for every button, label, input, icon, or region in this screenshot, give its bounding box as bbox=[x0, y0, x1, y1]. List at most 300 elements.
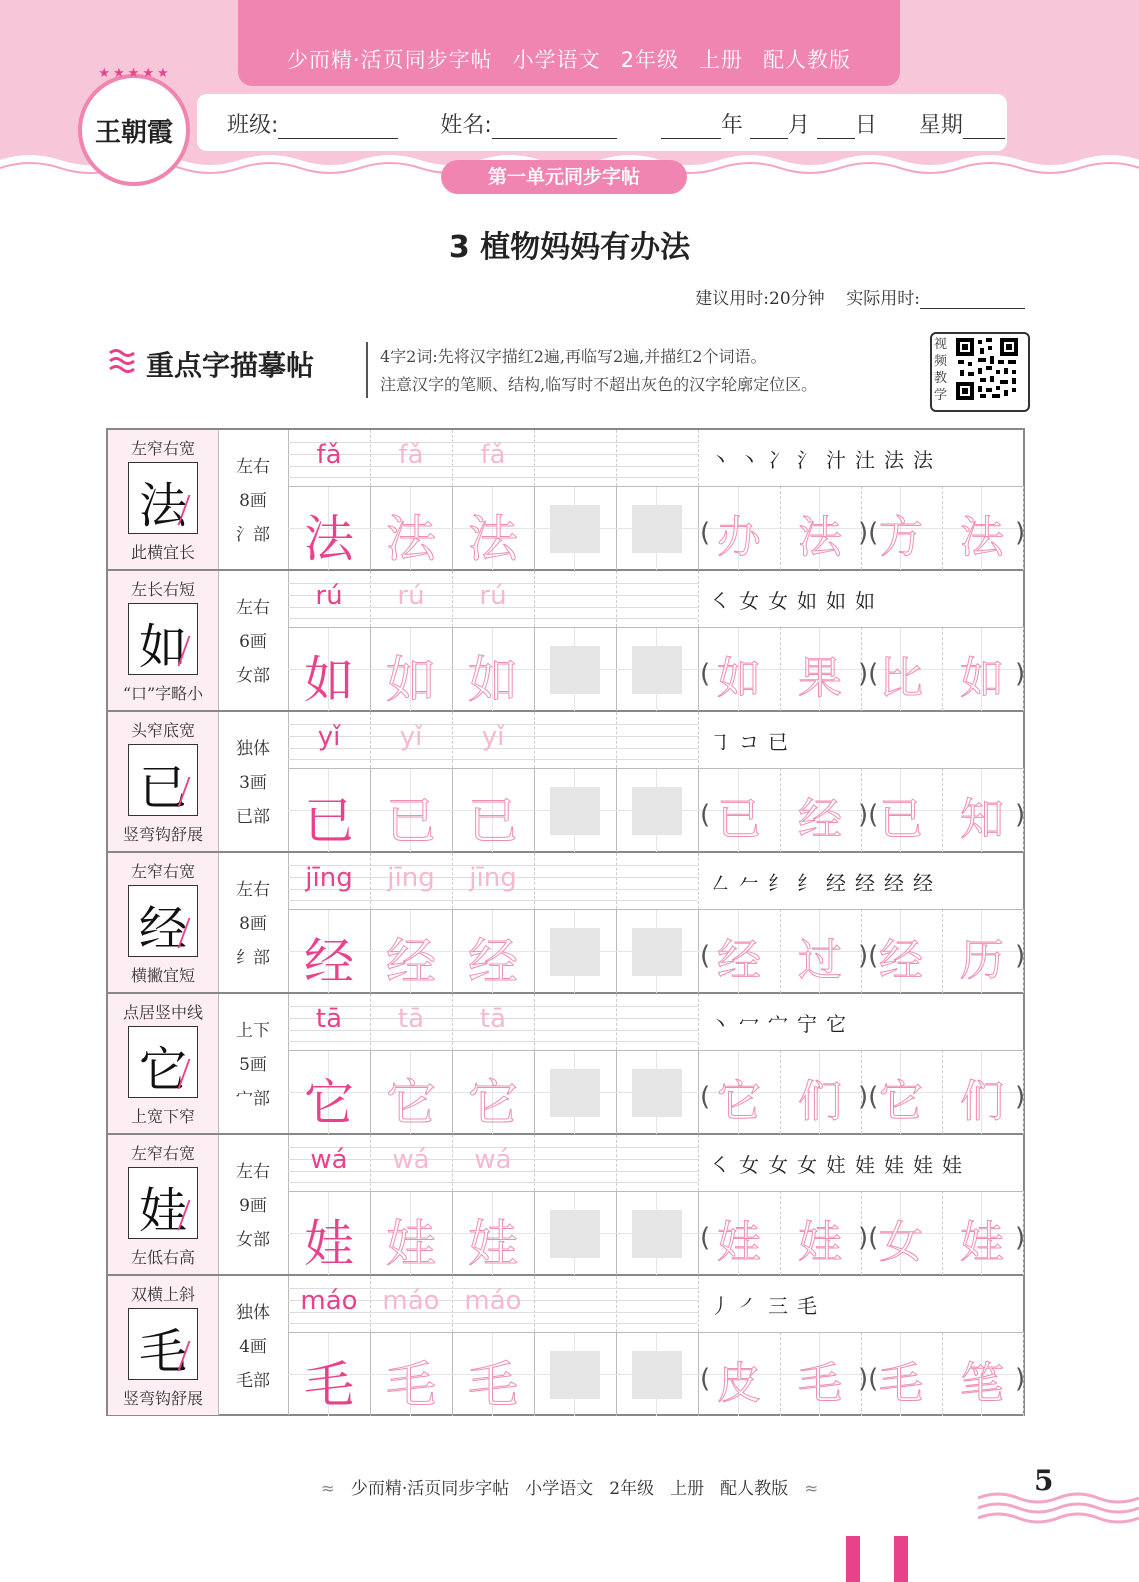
pinyin-text: jīng bbox=[305, 863, 353, 893]
word-cell[interactable] bbox=[779, 486, 862, 570]
trace-character[interactable]: 已 bbox=[386, 792, 436, 850]
trace-character[interactable]: 如 bbox=[386, 651, 436, 709]
actual-time-field[interactable] bbox=[920, 290, 1025, 309]
footer-tab-bar bbox=[894, 1536, 908, 1582]
word-cell[interactable] bbox=[779, 1191, 862, 1275]
pinyin-cell[interactable] bbox=[452, 430, 535, 486]
stroke-count: 4画 bbox=[239, 1337, 267, 1357]
word-character: 过 bbox=[798, 935, 842, 986]
pinyin-cell[interactable] bbox=[616, 853, 699, 909]
paren-open: ( bbox=[700, 659, 711, 689]
trace-character[interactable]: 已 bbox=[468, 792, 518, 850]
trace-character[interactable]: 法 bbox=[468, 510, 518, 568]
tip-cell bbox=[108, 853, 219, 992]
pinyin-text: tā bbox=[479, 1004, 507, 1034]
copy-zone[interactable] bbox=[632, 646, 682, 694]
paren-open: ( bbox=[700, 1082, 711, 1112]
word-cell[interactable] bbox=[698, 1332, 781, 1416]
structure-tip: 双横上斜 bbox=[130, 1285, 195, 1304]
practice-row bbox=[108, 1135, 1026, 1276]
pinyin-cell[interactable] bbox=[534, 853, 617, 909]
stroke-step: 娃 bbox=[884, 1153, 904, 1177]
pinyin-cell[interactable] bbox=[534, 712, 617, 768]
hanzi-cell bbox=[288, 627, 371, 711]
pinyin-text: rú bbox=[479, 581, 507, 611]
stroke-step: 丶 bbox=[710, 1012, 730, 1036]
trace-character[interactable]: 娃 bbox=[468, 1215, 518, 1273]
pinyin-cell bbox=[288, 712, 371, 768]
tip-cell bbox=[108, 712, 219, 851]
stroke-step: 女 bbox=[739, 589, 759, 613]
copy-zone[interactable] bbox=[632, 1069, 682, 1117]
footer-tab-bar bbox=[846, 1536, 860, 1582]
stroke-step: 冫 bbox=[768, 448, 788, 472]
radical: 毛部 bbox=[236, 1371, 270, 1391]
word-character: 笔 bbox=[960, 1358, 1004, 1409]
stroke-step: コ bbox=[739, 730, 759, 754]
radical: 氵部 bbox=[236, 525, 270, 545]
writing-tip: 左低右高 bbox=[130, 1248, 195, 1267]
paren-close: )( bbox=[858, 518, 879, 548]
year-field[interactable] bbox=[661, 116, 721, 139]
pinyin-cell[interactable] bbox=[534, 571, 617, 627]
stroke-step: ㇆ bbox=[710, 730, 730, 754]
hanzi-cell[interactable] bbox=[534, 1050, 617, 1134]
pinyin-text: tā bbox=[397, 1004, 425, 1034]
stroke-step: 纟 bbox=[768, 871, 788, 895]
writing-tip: 横撇宜短 bbox=[130, 966, 195, 985]
hanzi-cell[interactable] bbox=[534, 1191, 617, 1275]
pinyin-cell bbox=[288, 1135, 371, 1191]
practice-row bbox=[108, 1276, 1026, 1417]
day-field[interactable] bbox=[817, 116, 855, 139]
tip-cell bbox=[108, 1276, 219, 1415]
structure-tip: 左长右短 bbox=[130, 580, 195, 599]
pinyin-cell[interactable] bbox=[616, 1135, 699, 1191]
pinyin-text: máo bbox=[300, 1286, 358, 1316]
hanzi-cell[interactable] bbox=[534, 486, 617, 570]
sample-character-box bbox=[128, 1026, 198, 1098]
hanzi-cell[interactable] bbox=[452, 768, 535, 852]
word-cell[interactable] bbox=[698, 627, 781, 711]
paren-close: ) bbox=[1015, 1364, 1026, 1394]
pinyin-text: yǐ bbox=[399, 722, 423, 752]
stroke-count: 9画 bbox=[239, 1196, 267, 1216]
hanzi-cell[interactable] bbox=[616, 1191, 699, 1275]
trace-character[interactable]: 毛 bbox=[386, 1356, 436, 1414]
word-cell[interactable] bbox=[941, 1191, 1024, 1275]
paren-close: )( bbox=[858, 1364, 879, 1394]
stroke-step: 毛 bbox=[797, 1294, 817, 1318]
hanzi-cell[interactable] bbox=[616, 1332, 699, 1416]
pinyin-cell[interactable] bbox=[370, 712, 453, 768]
stroke-step: ㇒ bbox=[739, 1294, 759, 1318]
practice-row bbox=[108, 994, 1026, 1135]
pinyin-text: jīng bbox=[387, 863, 435, 893]
logo-text: 王朝霞 bbox=[94, 118, 173, 148]
word-cell[interactable] bbox=[941, 1332, 1024, 1416]
section-title: 重点字描摹帖 bbox=[146, 349, 315, 382]
pinyin-text: yǐ bbox=[481, 722, 505, 752]
word-character: 经 bbox=[717, 935, 761, 986]
section-divider bbox=[366, 342, 368, 398]
pinyin-cell[interactable] bbox=[616, 1276, 699, 1332]
copy-zone[interactable] bbox=[632, 1351, 682, 1399]
footer-series: ≈ 少而精·活页同步字帖 小学语文 2年级 上册 配人教版 ≈ bbox=[320, 1479, 819, 1499]
word-cell[interactable] bbox=[941, 909, 1024, 993]
stroke-step: 如 bbox=[855, 589, 875, 613]
pinyin-cell[interactable] bbox=[370, 1135, 453, 1191]
hanzi-cell[interactable] bbox=[370, 1050, 453, 1134]
stroke-step: 纟 bbox=[797, 871, 817, 895]
sample-character-box bbox=[128, 1308, 198, 1380]
hanzi-cell[interactable] bbox=[616, 909, 699, 993]
word-cell[interactable] bbox=[779, 768, 862, 852]
copy-zone[interactable] bbox=[550, 1069, 600, 1117]
word-cell[interactable] bbox=[698, 768, 781, 852]
hanzi-cell[interactable] bbox=[452, 627, 535, 711]
trace-character[interactable]: 经 bbox=[386, 933, 436, 991]
hanzi-cell[interactable] bbox=[370, 768, 453, 852]
stroke-step: 妵 bbox=[826, 1153, 846, 1177]
copy-zone[interactable] bbox=[550, 1210, 600, 1258]
model-character: 经 bbox=[304, 933, 354, 991]
copy-zone[interactable] bbox=[632, 928, 682, 976]
logo-stars: ★★★★★ bbox=[98, 66, 172, 81]
copy-zone[interactable] bbox=[550, 1351, 600, 1399]
stroke-step: 汁 bbox=[826, 448, 846, 472]
class-field[interactable] bbox=[278, 116, 398, 139]
stroke-step: 丶 bbox=[739, 448, 759, 472]
paren-close: ) bbox=[1015, 518, 1026, 548]
hanzi-cell bbox=[288, 768, 371, 852]
copy-zone[interactable] bbox=[550, 646, 600, 694]
copy-zone[interactable] bbox=[632, 505, 682, 553]
word-cell[interactable] bbox=[698, 909, 781, 993]
word-character: 们 bbox=[798, 1076, 842, 1127]
hanzi-cell[interactable] bbox=[616, 1050, 699, 1134]
lesson-title: 3 植物妈妈有办法 bbox=[448, 230, 691, 265]
hanzi-cell bbox=[288, 909, 371, 993]
pinyin-cell[interactable] bbox=[370, 994, 453, 1050]
pinyin-cell[interactable] bbox=[452, 571, 535, 627]
pinyin-text: fǎ bbox=[398, 440, 424, 470]
stroke-step: 经 bbox=[884, 871, 904, 895]
model-character: 它 bbox=[304, 1074, 354, 1132]
qr-code-icon[interactable] bbox=[954, 336, 1020, 402]
qr-label: 视频教学 bbox=[934, 337, 948, 403]
paren-close: )( bbox=[858, 1223, 879, 1253]
trace-character[interactable]: 它 bbox=[468, 1074, 518, 1132]
paren-open: ( bbox=[700, 941, 711, 971]
word-cell[interactable] bbox=[779, 627, 862, 711]
model-character: 法 bbox=[304, 510, 354, 568]
practice-row bbox=[108, 712, 1026, 853]
word-cell[interactable] bbox=[779, 1050, 862, 1134]
sample-character: 它 bbox=[138, 1042, 187, 1098]
hanzi-cell[interactable] bbox=[370, 627, 453, 711]
word-character: 女 bbox=[879, 1217, 923, 1268]
stroke-step: 女 bbox=[739, 1153, 759, 1177]
writing-tip: 上宽下窄 bbox=[130, 1107, 195, 1126]
word-character: 如 bbox=[717, 653, 761, 704]
stroke-order bbox=[698, 430, 1023, 486]
stroke-count: 8画 bbox=[239, 914, 267, 934]
stroke-step: 汢 bbox=[855, 448, 875, 472]
hanzi-cell[interactable] bbox=[370, 1332, 453, 1416]
word-cell[interactable] bbox=[698, 1191, 781, 1275]
weekday-field[interactable] bbox=[963, 116, 1005, 139]
model-character: 如 bbox=[304, 651, 354, 709]
practice-row bbox=[108, 430, 1026, 571]
stroke-step: 女 bbox=[768, 589, 788, 613]
hanzi-cell[interactable] bbox=[370, 909, 453, 993]
pinyin-cell bbox=[288, 430, 371, 486]
stroke-step: 氵 bbox=[797, 448, 817, 472]
stroke-step: 法 bbox=[884, 448, 904, 472]
sample-character-box bbox=[128, 1167, 198, 1239]
word-character: 法 bbox=[960, 512, 1004, 563]
writing-tip: “口”字略小 bbox=[122, 684, 204, 703]
stroke-step: 丶 bbox=[710, 448, 730, 472]
word-cell[interactable] bbox=[941, 486, 1024, 570]
tip-cell bbox=[108, 994, 219, 1133]
trace-character[interactable]: 娃 bbox=[386, 1215, 436, 1273]
word-character: 方 bbox=[879, 512, 923, 563]
structure-tip: 点居竖中线 bbox=[122, 1003, 203, 1022]
word-cell[interactable] bbox=[941, 768, 1024, 852]
word-cell[interactable] bbox=[941, 1050, 1024, 1134]
paren-close: )( bbox=[858, 941, 879, 971]
structure-type: 左右 bbox=[236, 598, 270, 618]
stroke-order bbox=[698, 571, 1023, 627]
word-character: 已 bbox=[717, 794, 761, 845]
stroke-step: 经 bbox=[855, 871, 875, 895]
sample-character: 娃 bbox=[138, 1183, 187, 1239]
trace-character[interactable]: 经 bbox=[468, 933, 518, 991]
pinyin-cell bbox=[288, 994, 371, 1050]
structure-tip: 左窄右宽 bbox=[130, 439, 195, 458]
pinyin-text: wá bbox=[474, 1145, 512, 1175]
hanzi-cell[interactable] bbox=[452, 1050, 535, 1134]
hanzi-cell[interactable] bbox=[370, 1191, 453, 1275]
trace-character[interactable]: 毛 bbox=[468, 1356, 518, 1414]
stroke-step: 女 bbox=[768, 1153, 788, 1177]
series-title: 少而精·活页同步字帖 小学语文 2年级 上册 配人教版 bbox=[286, 48, 852, 72]
pinyin-cell[interactable] bbox=[534, 1135, 617, 1191]
hanzi-cell bbox=[288, 486, 371, 570]
structure-type: 上下 bbox=[236, 1021, 270, 1041]
pinyin-cell[interactable] bbox=[452, 1276, 535, 1332]
stroke-step: 娃 bbox=[855, 1153, 875, 1177]
structure-type: 左右 bbox=[236, 1162, 270, 1182]
hanzi-cell[interactable] bbox=[616, 627, 699, 711]
hanzi-cell[interactable] bbox=[452, 1332, 535, 1416]
stroke-step: ㇛ bbox=[710, 1153, 730, 1177]
paren-close: ) bbox=[1015, 659, 1026, 689]
copy-zone[interactable] bbox=[632, 787, 682, 835]
word-character: 已 bbox=[879, 794, 923, 845]
radical: 女部 bbox=[236, 1230, 270, 1250]
pinyin-cell[interactable] bbox=[616, 430, 699, 486]
character-info bbox=[218, 853, 289, 992]
pinyin-cell[interactable] bbox=[616, 994, 699, 1050]
hanzi-cell[interactable] bbox=[452, 1191, 535, 1275]
stroke-step: 已 bbox=[768, 730, 788, 754]
structure-type: 左右 bbox=[236, 880, 270, 900]
paren-open: ( bbox=[700, 1364, 711, 1394]
copy-zone[interactable] bbox=[632, 1210, 682, 1258]
word-character: 毛 bbox=[879, 1358, 923, 1409]
pinyin-cell[interactable] bbox=[370, 1276, 453, 1332]
model-character: 已 bbox=[304, 792, 354, 850]
stroke-step: 娃 bbox=[942, 1153, 962, 1177]
name-field[interactable] bbox=[492, 116, 617, 139]
stroke-step: ㇛ bbox=[710, 589, 730, 613]
radical: 纟部 bbox=[236, 948, 270, 968]
paren-open: ( bbox=[700, 800, 711, 830]
word-character: 娃 bbox=[960, 1217, 1004, 1268]
class-label: 班级: bbox=[227, 113, 279, 138]
student-info-box: 班级: 姓名: 年 月 日 星期 bbox=[197, 94, 1007, 151]
wave-icon bbox=[108, 346, 140, 376]
pinyin-cell[interactable] bbox=[452, 853, 535, 909]
hanzi-cell bbox=[288, 1191, 371, 1275]
page-number: 5 bbox=[1034, 1464, 1054, 1497]
word-cell[interactable] bbox=[941, 627, 1024, 711]
pinyin-cell[interactable] bbox=[452, 1135, 535, 1191]
copy-zone[interactable] bbox=[550, 505, 600, 553]
paren-open: ( bbox=[700, 1223, 711, 1253]
writing-tip: 竖弯钩舒展 bbox=[122, 825, 203, 844]
sample-character: 如 bbox=[138, 619, 187, 675]
hanzi-cell[interactable] bbox=[616, 768, 699, 852]
word-character: 经 bbox=[798, 794, 842, 845]
word-cell[interactable] bbox=[698, 486, 781, 570]
pinyin-text: tā bbox=[315, 1004, 343, 1034]
word-character: 毛 bbox=[798, 1358, 842, 1409]
trace-character[interactable]: 它 bbox=[386, 1074, 436, 1132]
radical: 已部 bbox=[236, 807, 270, 827]
pinyin-cell[interactable] bbox=[534, 1276, 617, 1332]
paren-open: ( bbox=[700, 518, 711, 548]
pinyin-cell[interactable] bbox=[534, 430, 617, 486]
pinyin-cell bbox=[288, 853, 371, 909]
word-cell[interactable] bbox=[779, 1332, 862, 1416]
structure-tip: 头窄底宽 bbox=[130, 721, 195, 740]
copy-zone[interactable] bbox=[550, 787, 600, 835]
writing-tip: 此横宜长 bbox=[130, 543, 195, 562]
hanzi-cell[interactable] bbox=[370, 486, 453, 570]
hanzi-cell[interactable] bbox=[534, 627, 617, 711]
word-character: 娃 bbox=[798, 1217, 842, 1268]
hanzi-cell[interactable] bbox=[534, 1332, 617, 1416]
paren-close: )( bbox=[858, 800, 879, 830]
sample-character: 经 bbox=[138, 901, 187, 957]
character-info bbox=[218, 994, 289, 1133]
pinyin-text: jīng bbox=[469, 863, 517, 893]
stroke-step: 娃 bbox=[913, 1153, 933, 1177]
sample-character-box bbox=[128, 462, 198, 534]
character-info bbox=[218, 430, 289, 569]
pinyin-cell[interactable] bbox=[452, 994, 535, 1050]
sample-character: 毛 bbox=[138, 1324, 187, 1380]
stroke-count: 6画 bbox=[239, 632, 267, 652]
hanzi-cell[interactable] bbox=[534, 768, 617, 852]
paren-close: )( bbox=[858, 1082, 879, 1112]
model-character: 娃 bbox=[304, 1215, 354, 1273]
word-character: 比 bbox=[879, 653, 923, 704]
stroke-step: ㇜ bbox=[710, 871, 730, 895]
word-character: 历 bbox=[960, 935, 1004, 986]
pinyin-cell[interactable] bbox=[370, 571, 453, 627]
hanzi-cell[interactable] bbox=[616, 486, 699, 570]
pinyin-text: máo bbox=[382, 1286, 440, 1316]
paren-close: ) bbox=[1015, 1223, 1026, 1253]
stroke-order bbox=[698, 1276, 1023, 1332]
stroke-step: 如 bbox=[826, 589, 846, 613]
word-character: 办 bbox=[717, 512, 761, 563]
paren-close: ) bbox=[1015, 941, 1026, 971]
pinyin-cell[interactable] bbox=[616, 571, 699, 627]
structure-tip: 左窄右宽 bbox=[130, 1144, 195, 1163]
pinyin-cell[interactable] bbox=[534, 994, 617, 1050]
practice-row bbox=[108, 571, 1026, 712]
tip-cell bbox=[108, 430, 219, 569]
word-cell[interactable] bbox=[779, 909, 862, 993]
trace-character[interactable]: 法 bbox=[386, 510, 436, 568]
stroke-step: 丿 bbox=[710, 1294, 730, 1318]
sample-character: 法 bbox=[138, 478, 187, 534]
stroke-step: 女 bbox=[797, 1153, 817, 1177]
pinyin-cell[interactable] bbox=[452, 712, 535, 768]
radical: 女部 bbox=[236, 666, 270, 686]
hanzi-cell[interactable] bbox=[534, 909, 617, 993]
trace-character[interactable]: 如 bbox=[468, 651, 518, 709]
month-field[interactable] bbox=[750, 116, 788, 139]
copy-zone[interactable] bbox=[550, 928, 600, 976]
stroke-count: 8画 bbox=[239, 491, 267, 511]
pinyin-text: fǎ bbox=[316, 440, 342, 470]
pinyin-cell[interactable] bbox=[370, 853, 453, 909]
word-character: 知 bbox=[960, 794, 1004, 845]
hanzi-cell[interactable] bbox=[452, 909, 535, 993]
paren-close: )( bbox=[858, 659, 879, 689]
stroke-count: 3画 bbox=[239, 773, 267, 793]
sample-character-box bbox=[128, 603, 198, 675]
character-info bbox=[218, 712, 289, 851]
stroke-step: 法 bbox=[913, 448, 933, 472]
word-character: 如 bbox=[960, 653, 1004, 704]
stroke-step: 宁 bbox=[797, 1012, 817, 1036]
pinyin-text: wá bbox=[310, 1145, 348, 1175]
stroke-order bbox=[698, 853, 1023, 909]
pinyin-text: rú bbox=[315, 581, 343, 611]
paren-close: ) bbox=[1015, 1082, 1026, 1112]
structure-type: 左右 bbox=[236, 457, 270, 477]
radical: 宀部 bbox=[236, 1089, 270, 1109]
word-character: 们 bbox=[960, 1076, 1004, 1127]
word-character: 经 bbox=[879, 935, 923, 986]
pinyin-cell[interactable] bbox=[616, 712, 699, 768]
hanzi-cell[interactable] bbox=[452, 486, 535, 570]
word-cell[interactable] bbox=[698, 1050, 781, 1134]
word-character: 娃 bbox=[717, 1217, 761, 1268]
pinyin-cell[interactable] bbox=[370, 430, 453, 486]
stroke-step: 𠂉 bbox=[739, 871, 759, 895]
character-info bbox=[218, 1276, 289, 1415]
pinyin-text: fǎ bbox=[480, 440, 506, 470]
